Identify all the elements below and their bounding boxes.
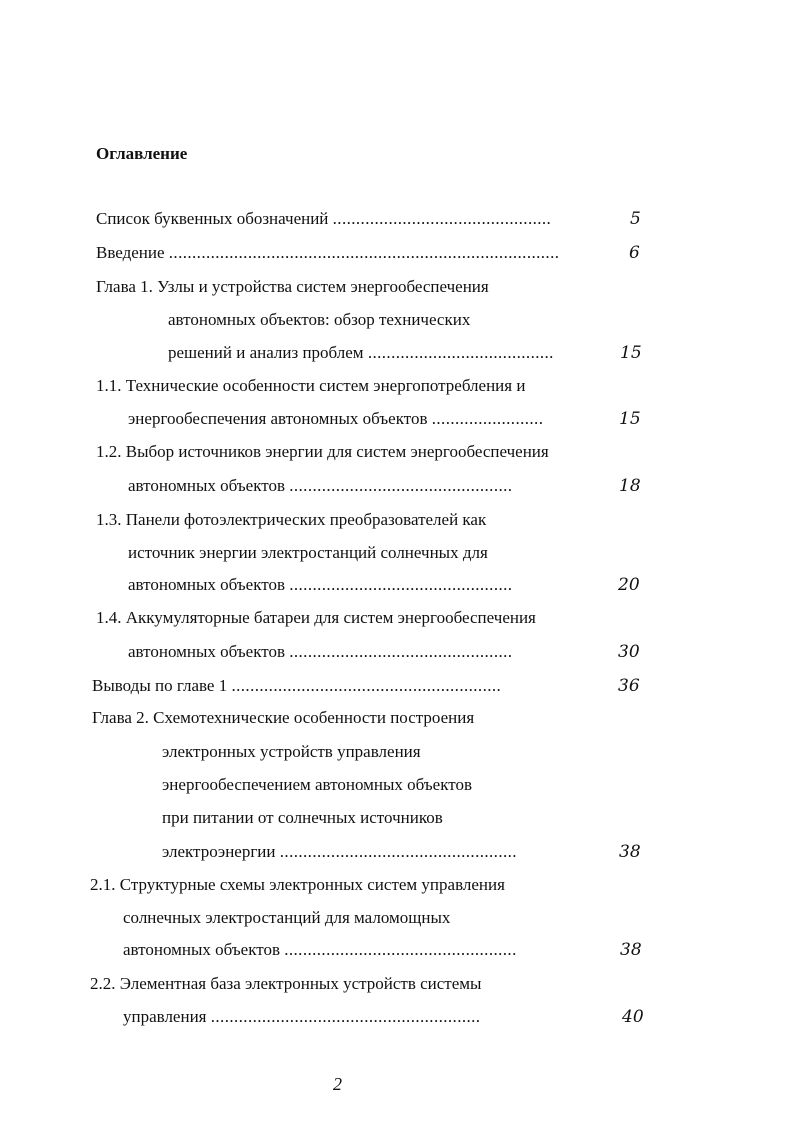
toc-chapter-1-line1: Глава 1. Узлы и устройства систем энергообеспечения — [96, 277, 489, 296]
toc-entry-text: Введение — [96, 243, 165, 262]
toc-section-1-3-line2: источник энергии электростанций солнечных для — [128, 543, 488, 562]
toc-chapter-2-line3: энергообеспечением автономных объектов — [162, 775, 472, 794]
toc-section-1-1-line1: 1.1. Технические особенности систем энергопотребления и — [96, 376, 526, 395]
toc-section-2-2-line1: 2.2. Элементная база электронных устройств системы — [90, 974, 482, 993]
toc-entry-text: автономных объектов — [123, 940, 280, 959]
page-number: 2 — [333, 1074, 342, 1094]
toc-section-2-1-line1: 2.1. Структурные схемы электронных систем управления — [90, 875, 505, 894]
toc-section-1-4-line1: 1.4. Аккумуляторные батареи для систем энергообеспечения — [96, 608, 536, 627]
toc-page-number: 18 — [619, 476, 641, 496]
toc-chapter-1-line2: автономных объектов: обзор технических — [168, 310, 471, 329]
toc-chapter-2-line5 — [162, 841, 517, 863]
toc-page-number: 36 — [618, 676, 640, 696]
toc-leader-dots: ............................................... — [332, 209, 552, 228]
toc-section-2-2-line2 — [123, 1006, 480, 1028]
toc-section-1-3-line1: 1.3. Панели фотоэлектрических преобразователей как — [96, 510, 487, 529]
toc-leader-dots: ................................................ — [289, 476, 513, 495]
toc-page-number: 38 — [619, 842, 641, 862]
toc-entry-text: автономных объектов — [128, 642, 285, 661]
toc-page-number: 15 — [619, 409, 641, 429]
toc-section-1-2-line2 — [128, 475, 512, 497]
toc-chapter-2-line2: электронных устройств управления — [162, 742, 421, 761]
toc-section-1-4-line2 — [128, 641, 512, 663]
toc-leader-dots: ................................................ — [289, 642, 513, 661]
toc-leader-dots: ........................ — [431, 409, 544, 428]
toc-page-number: 5 — [630, 209, 641, 229]
toc-section-2-1-line3 — [123, 939, 517, 961]
toc-entry-intro — [96, 242, 559, 264]
toc-leader-dots: ................................................ — [289, 575, 513, 594]
toc-entry-text: решений и анализ проблем — [168, 343, 364, 362]
toc-entry-text: Выводы по главе 1 — [92, 676, 228, 695]
toc-page-number: 38 — [620, 940, 642, 960]
toc-section-1-1-line2 — [128, 408, 543, 430]
toc-leader-dots: .......................................................... — [231, 676, 502, 695]
toc-leader-dots: ........................................ — [367, 343, 554, 362]
toc-leader-dots: .................................................. — [284, 940, 517, 959]
toc-leader-dots: .......................................................... — [210, 1007, 481, 1026]
toc-page-number: 6 — [629, 243, 640, 263]
toc-page-number: 15 — [620, 343, 642, 363]
toc-entry-text: энергообеспечения автономных объектов — [128, 409, 428, 428]
toc-section-1-3-line3 — [128, 574, 512, 596]
toc-entry-text: автономных объектов — [128, 476, 285, 495]
page-title: Оглавление — [96, 144, 188, 163]
toc-section-1-2-line1: 1.2. Выбор источников энергии для систем энергообеспечения — [96, 442, 549, 461]
toc-page-number: 40 — [622, 1007, 644, 1027]
toc-chapter-1-line3 — [168, 342, 554, 364]
toc-page-number: 30 — [618, 642, 640, 662]
toc-leader-dots: .................................................................................... — [168, 243, 560, 262]
toc-entry-conclusions-1 — [92, 675, 501, 697]
toc-entry-text: автономных объектов — [128, 575, 285, 594]
toc-section-2-1-line2: солнечных электростанций для маломощных — [123, 908, 451, 927]
toc-entry-text: Список буквенных обозначений — [96, 209, 329, 228]
toc-entry-symbols — [96, 208, 551, 230]
toc-entry-text: электроэнергии — [162, 842, 276, 861]
toc-entry-text: управления — [123, 1007, 207, 1026]
toc-leader-dots: ................................................... — [279, 842, 517, 861]
toc-page-number: 20 — [618, 575, 640, 595]
toc-chapter-2-line1: Глава 2. Схемотехнические особенности построения — [92, 708, 475, 727]
toc-chapter-2-line4: при питании от солнечных источников — [162, 808, 443, 827]
